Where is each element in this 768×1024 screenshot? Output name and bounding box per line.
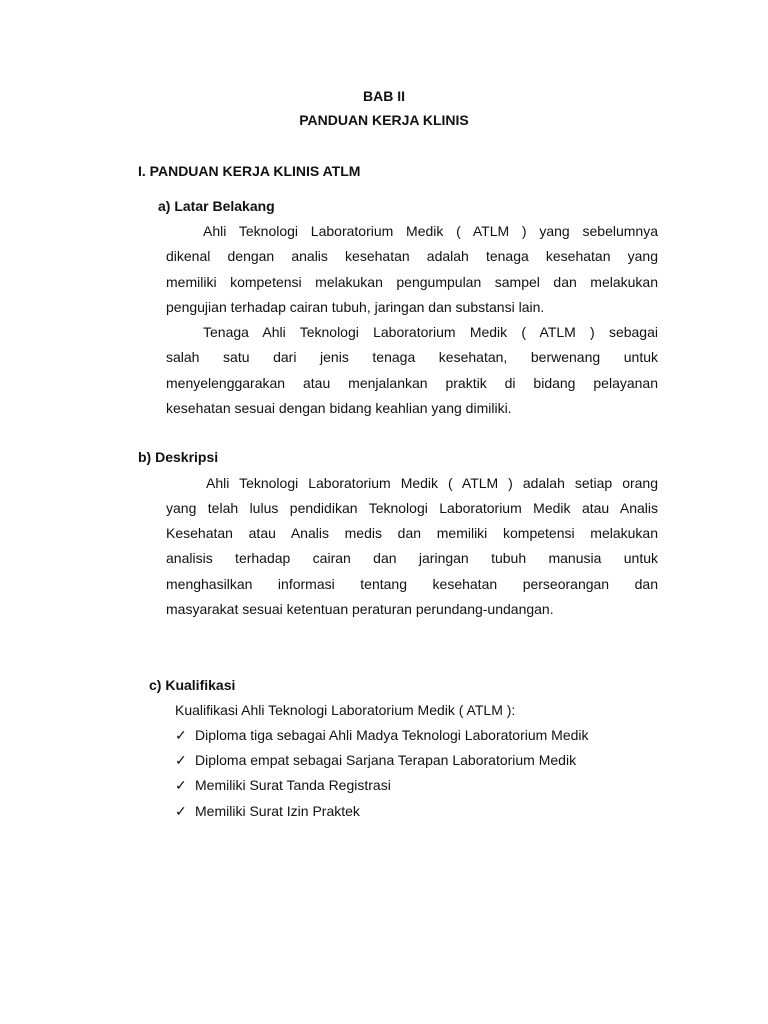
- latar-p1-line: memiliki kompetensi melakukan pengumpulan sampel dan melakukan: [166, 274, 658, 290]
- latar-p2-line: kesehatan sesuai dengan bidang keahlian yang dimiliki.: [166, 400, 512, 416]
- deskripsi-line: Ahli Teknologi Laboratorium Medik ( ATLM ) adalah setiap orang: [206, 475, 658, 491]
- chapter-label: BAB II: [363, 88, 405, 104]
- checkmark-icon: ✓: [175, 727, 187, 743]
- latar-p1-line: Ahli Teknologi Laboratorium Medik ( ATLM ) yang sebelumnya: [203, 223, 658, 239]
- checkmark-icon: ✓: [175, 803, 187, 819]
- kualifikasi-item: [175, 777, 391, 794]
- latar-p2-line: menyelenggarakan atau menjalankan praktik di bidang pelayanan: [166, 375, 658, 391]
- kualifikasi-item: [175, 752, 576, 769]
- kualifikasi-item: [175, 727, 589, 744]
- deskripsi-line: analisis terhadap cairan dan jaringan tubuh manusia untuk: [166, 550, 658, 566]
- latar-p1-line: pengujian terhadap cairan tubuh, jaringan dan substansi lain.: [166, 299, 545, 315]
- kualifikasi-item-text: Memiliki Surat Tanda Registrasi: [195, 777, 391, 793]
- latar-p2-line: salah satu dari jenis tenaga kesehatan, berwenang untuk: [166, 349, 658, 365]
- checkmark-icon: ✓: [175, 777, 187, 793]
- latar-heading: a) Latar Belakang: [158, 198, 275, 214]
- deskripsi-line: Kesehatan atau Analis medis dan memiliki kompetensi melakukan: [166, 525, 658, 541]
- deskripsi-heading: b) Deskripsi: [138, 449, 219, 465]
- deskripsi-line: masyarakat sesuai ketentuan peraturan perundang-undangan.: [166, 601, 554, 617]
- kualifikasi-intro: Kualifikasi Ahli Teknologi Laboratorium Medik ( ATLM ):: [175, 702, 516, 718]
- section-heading: I. PANDUAN KERJA KLINIS ATLM: [138, 163, 361, 179]
- kualifikasi-item: [175, 803, 360, 820]
- deskripsi-line: yang telah lulus pendidikan Teknologi Laboratorium Medik atau Analis: [166, 500, 658, 516]
- checkmark-icon: ✓: [175, 752, 187, 768]
- latar-p2-line: Tenaga Ahli Teknologi Laboratorium Medik ( ATLM ) sebagai: [203, 324, 658, 340]
- kualifikasi-item-text: Diploma tiga sebagai Ahli Madya Teknologi Laboratorium Medik: [195, 727, 589, 743]
- deskripsi-line: menghasilkan informasi tentang kesehatan perseorangan dan: [166, 576, 658, 592]
- latar-p1-line: dikenal dengan analis kesehatan adalah tenaga kesehatan yang: [166, 248, 658, 264]
- kualifikasi-heading: c) Kualifikasi: [149, 677, 236, 693]
- kualifikasi-item-text: Memiliki Surat Izin Praktek: [195, 803, 360, 819]
- chapter-title: PANDUAN KERJA KLINIS: [299, 112, 469, 128]
- kualifikasi-item-text: Diploma empat sebagai Sarjana Terapan Laboratorium Medik: [195, 752, 577, 768]
